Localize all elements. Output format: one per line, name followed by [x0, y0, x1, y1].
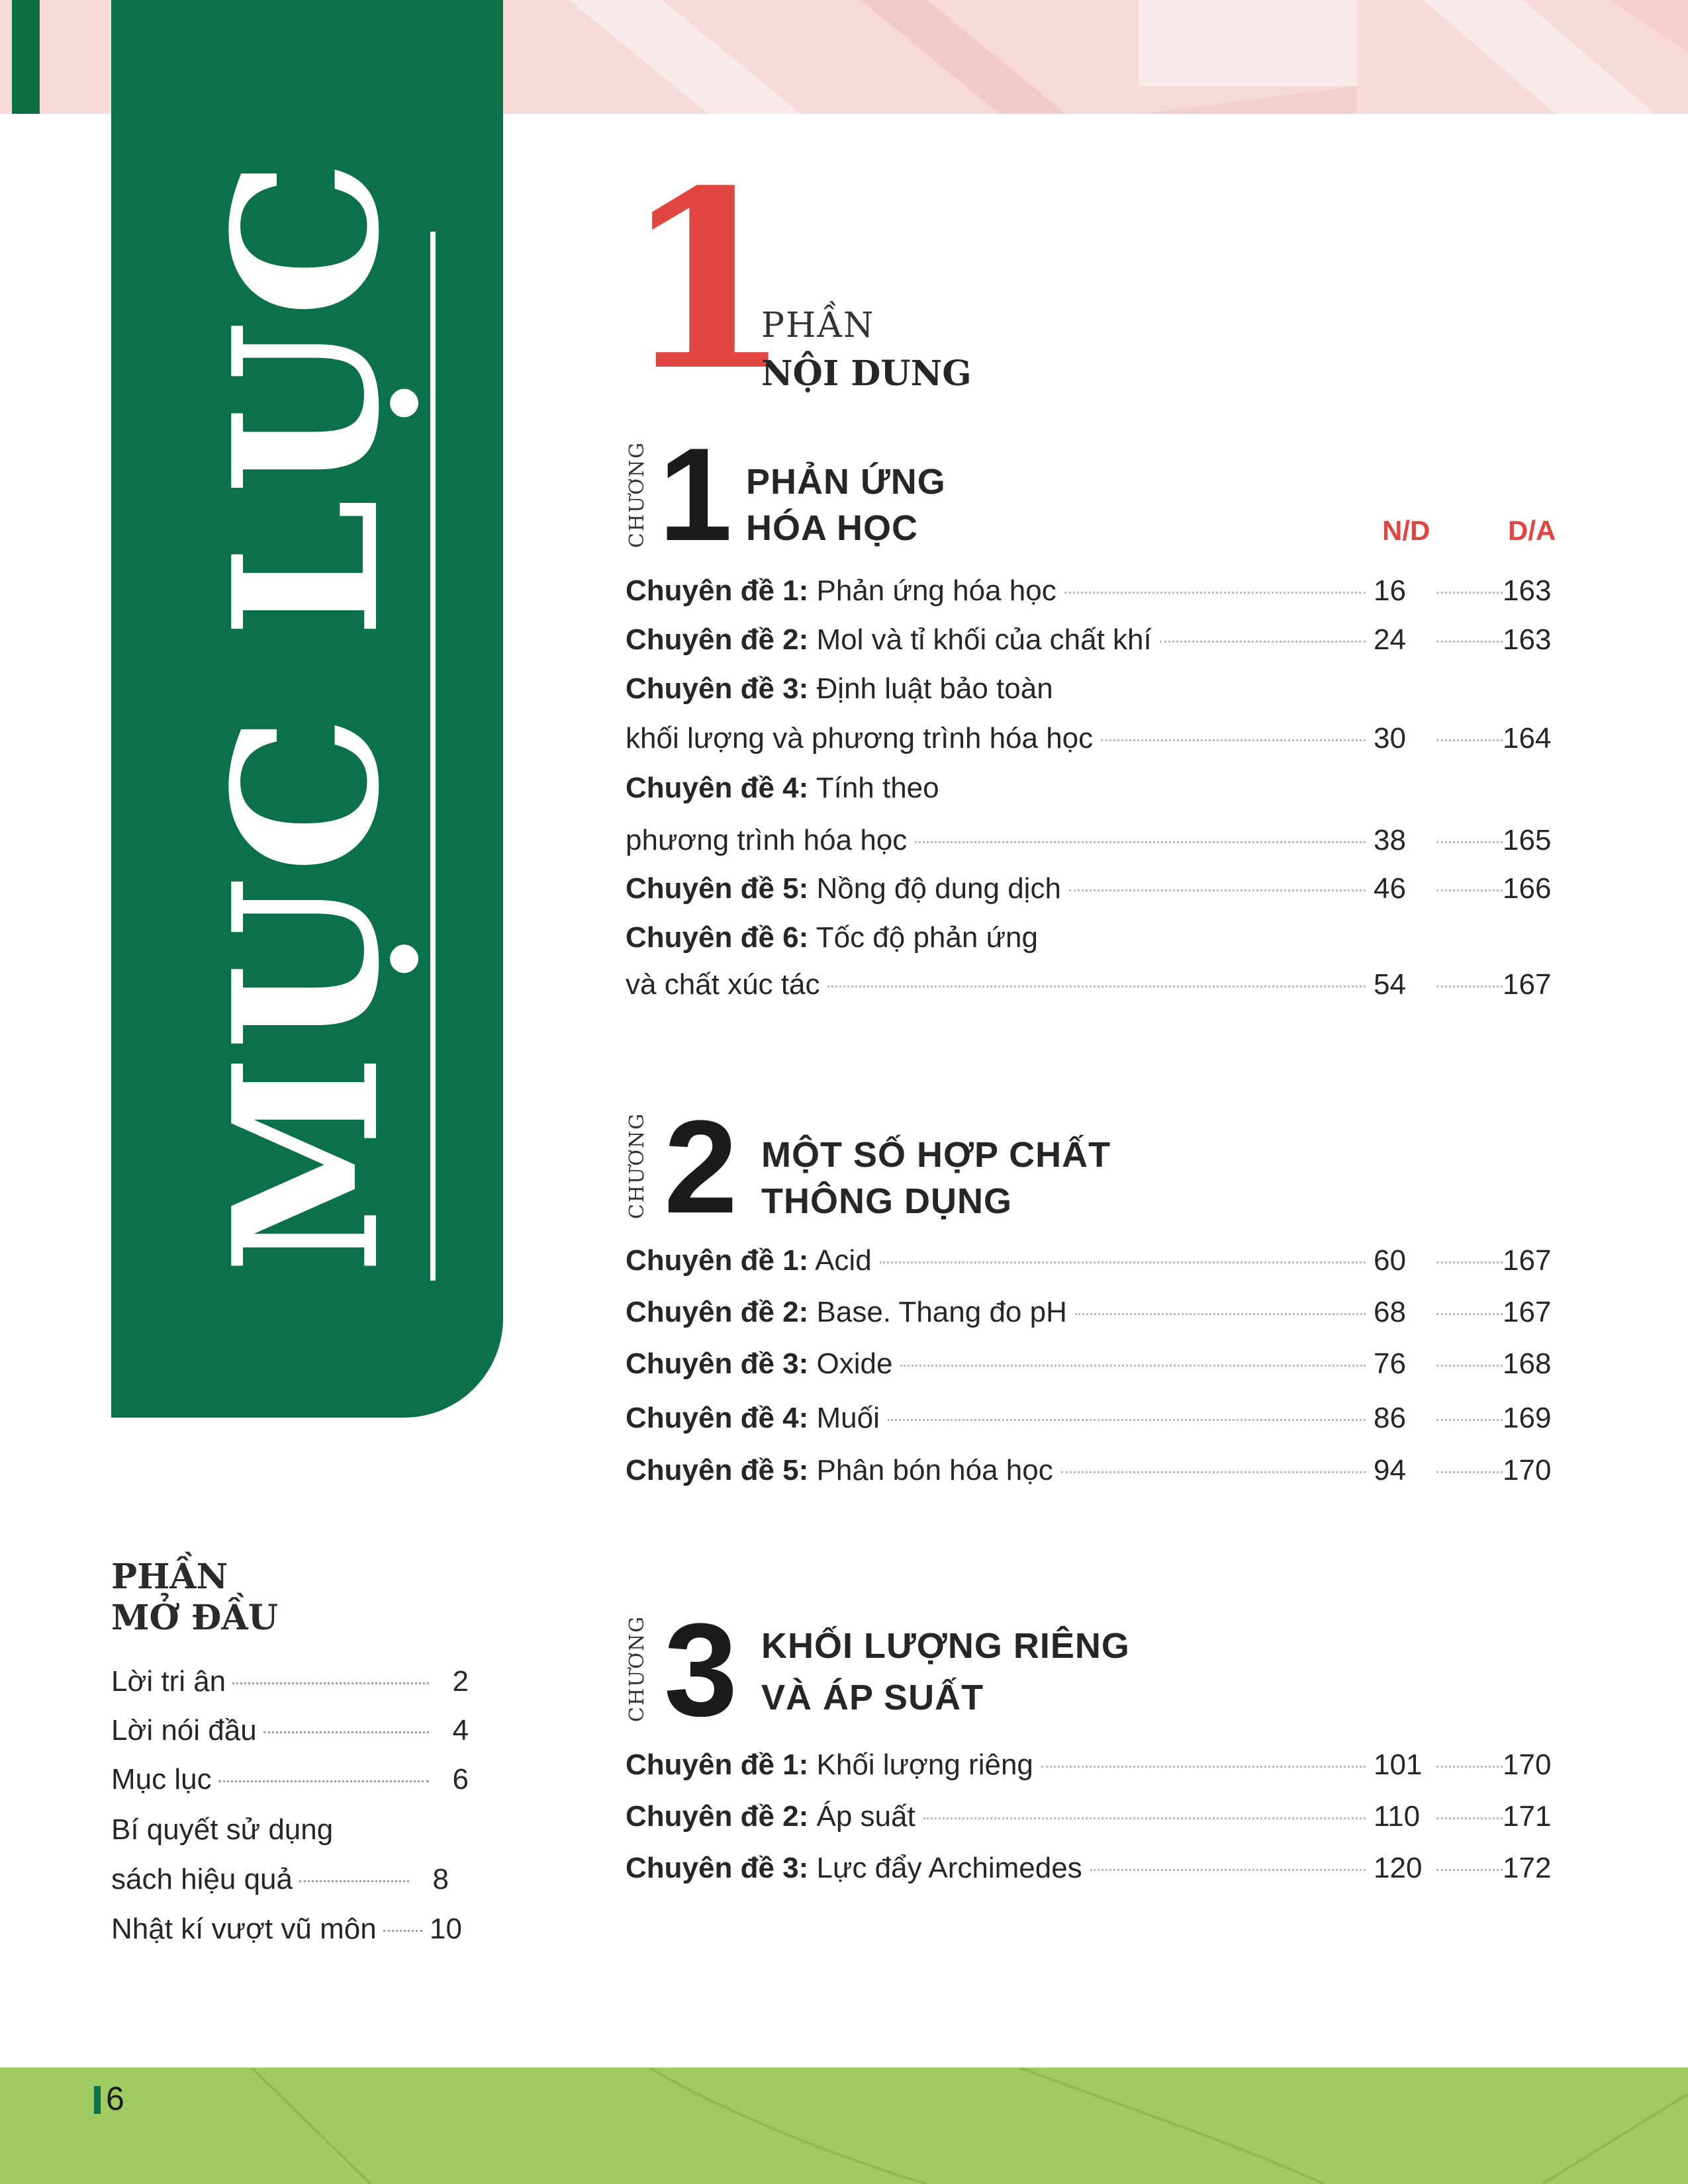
topic-page-nd: 54	[1374, 968, 1406, 1001]
topic-prefix: Chuyên đề 1:	[626, 1749, 809, 1781]
topic-name: Muối	[816, 1402, 880, 1434]
topic-page-nd: 38	[1374, 824, 1406, 856]
intro-item[interactable]	[111, 1863, 449, 1903]
topic-name: Phân bón hóa học	[816, 1454, 1053, 1486]
part-number: 1	[622, 138, 793, 425]
topic-prefix: Chuyên đề 3:	[626, 1347, 809, 1380]
dot-leader	[1101, 739, 1366, 741]
toc-row[interactable]	[626, 1800, 1556, 1841]
intro-item[interactable]	[111, 1714, 469, 1754]
chapter-title-line1: PHẢN ỨNG	[746, 462, 946, 502]
chapter-word: CHƯƠNG	[626, 1112, 649, 1219]
topic-page-da: 170	[1503, 1749, 1552, 1781]
band-pattern	[0, 2068, 1688, 2184]
topic-page-nd: 60	[1374, 1244, 1406, 1277]
topic-name: Khối lượng riêng	[816, 1749, 1033, 1781]
dot-leader	[1436, 1869, 1503, 1871]
chapter-word: CHƯƠNG	[626, 441, 649, 548]
topic-page-da: 167	[1503, 1296, 1552, 1328]
topic-label	[626, 1402, 880, 1435]
topic-prefix: Chuyên đề 4:	[626, 772, 809, 804]
topic-page-da: 170	[1503, 1454, 1552, 1486]
topic-name: khối lượng và phương trình hóa học	[626, 722, 1094, 754]
intro-heading-line2: MỞ ĐẦU	[111, 1598, 279, 1639]
dot-leader	[1069, 889, 1366, 891]
intro-item[interactable]	[111, 1763, 469, 1803]
dot-leader	[1436, 841, 1503, 843]
dot-leader	[1436, 1817, 1503, 1819]
dot-leader	[218, 1780, 429, 1782]
dot-leader	[1041, 1766, 1366, 1768]
dot-leader	[923, 1817, 1366, 1819]
topic-page-nd: 86	[1374, 1402, 1406, 1434]
topic-name: phương trình hóa học	[626, 824, 908, 856]
topic-name-line1: Định luật bảo toàn	[816, 672, 1053, 705]
topic-page-nd: 46	[1374, 872, 1406, 905]
dot-leader	[1436, 889, 1503, 891]
chapter-word: CHƯƠNG	[626, 1615, 649, 1722]
chapter-number: 3	[664, 1596, 738, 1744]
topic-label	[626, 872, 1061, 905]
dot-leader	[1436, 739, 1503, 741]
topic-page-da: 169	[1503, 1402, 1552, 1434]
dot-leader	[1436, 641, 1503, 643]
toc-row[interactable]	[626, 623, 1556, 664]
topic-page-da: 168	[1503, 1347, 1552, 1380]
dot-leader	[383, 1930, 422, 1932]
topic-prefix: Chuyên đề 2:	[626, 623, 809, 656]
topic-label	[626, 1852, 1082, 1885]
intro-item-page: 8	[432, 1863, 449, 1895]
dot-leader	[1436, 1365, 1503, 1367]
topic-page-nd: 30	[1374, 722, 1406, 754]
topic-label	[626, 1244, 872, 1277]
intro-item-label: Nhật kí vượt vũ môn	[111, 1913, 377, 1945]
toc-row[interactable]	[626, 722, 1556, 763]
intro-item-label: Lời tri ân	[111, 1665, 226, 1698]
chapter-title	[746, 459, 946, 551]
topic-page-da: 163	[1503, 623, 1552, 656]
dot-leader	[1436, 1766, 1503, 1768]
intro-item[interactable]	[111, 1913, 462, 1952]
topic-name: Phản ứng hóa học	[816, 574, 1056, 607]
dot-leader	[915, 841, 1366, 843]
dot-leader	[1436, 985, 1503, 987]
topic-label	[626, 1749, 1033, 1782]
topic-page-nd: 94	[1374, 1454, 1406, 1486]
dot-leader	[827, 985, 1366, 987]
dot-leader	[1160, 641, 1366, 643]
toc-row[interactable]	[626, 1347, 1556, 1388]
topic-label-line1	[626, 921, 1038, 954]
top-accent-bar	[12, 0, 40, 114]
part-title: NỘI DUNG	[761, 353, 972, 394]
topic-name: Nồng độ dung dịch	[816, 872, 1061, 905]
topic-page-nd: 24	[1374, 623, 1406, 656]
intro-item-label: Mục lục	[111, 1763, 212, 1796]
intro-item-page: 2	[452, 1665, 469, 1698]
topic-name: và chất xúc tác	[626, 968, 820, 1001]
dot-leader	[232, 1682, 429, 1684]
topic-prefix: Chuyên đề 1:	[626, 1244, 809, 1277]
topic-prefix: Chuyên đề 5:	[626, 872, 809, 905]
intro-heading	[111, 1557, 278, 1639]
intro-item-page: 10	[430, 1913, 462, 1945]
toc-row[interactable]	[626, 1296, 1556, 1337]
column-header-nd: N/D	[1382, 515, 1430, 546]
topic-page-nd: 68	[1374, 1296, 1406, 1328]
dot-leader	[880, 1261, 1366, 1263]
topic-name: Mol và tỉ khối của chất khí	[816, 623, 1152, 656]
topic-name-line1: Tính theo	[816, 772, 939, 804]
toc-row[interactable]	[626, 872, 1556, 913]
topic-page-da: 165	[1503, 824, 1552, 856]
topic-label	[626, 1296, 1067, 1329]
chapter-title-line2: THÔNG DỤNG	[761, 1181, 1012, 1221]
chapter-title-line2: HÓA HỌC	[746, 508, 918, 548]
intro-item-page: 4	[452, 1714, 469, 1747]
topic-page-da: 163	[1503, 574, 1552, 607]
chapter-number: 2	[664, 1093, 738, 1241]
topic-page-da: 164	[1503, 722, 1552, 754]
topic-page-nd: 101	[1374, 1749, 1423, 1781]
topic-page-da: 171	[1503, 1800, 1552, 1833]
topic-name: Áp suất	[816, 1800, 915, 1833]
chapter-title	[761, 1132, 1111, 1224]
topic-prefix: Chuyên đề 3:	[626, 672, 809, 705]
topic-name: Oxide	[816, 1347, 893, 1380]
toc-row[interactable]	[626, 824, 1556, 865]
dot-leader	[900, 1365, 1366, 1367]
page-number-bar	[94, 2086, 101, 2114]
topic-label-line1	[626, 772, 939, 805]
chapter-number: 1	[659, 421, 733, 569]
topic-prefix: Chuyên đề 4:	[626, 1402, 809, 1434]
topic-page-nd: 16	[1374, 574, 1406, 607]
page-number: 6	[106, 2080, 124, 2117]
dot-leader	[1075, 1313, 1366, 1315]
dot-leader	[1064, 592, 1366, 594]
toc-row[interactable]	[626, 1244, 1556, 1285]
intro-item-page: 6	[452, 1763, 469, 1796]
topic-label-line1	[626, 672, 1053, 705]
part-word: PHẦN	[761, 306, 875, 345]
topic-page-da: 172	[1503, 1852, 1552, 1884]
topic-label	[626, 1454, 1053, 1487]
chapter-title	[761, 1623, 1130, 1721]
topic-page-nd: 76	[1374, 1347, 1406, 1380]
page-title: MỤC LỤC	[189, 155, 423, 1275]
dot-leader	[1090, 1869, 1366, 1871]
intro-item[interactable]	[111, 1665, 469, 1705]
topic-prefix: Chuyên đề 6:	[626, 921, 809, 954]
topic-label	[626, 574, 1056, 608]
column-header-da: D/A	[1508, 515, 1556, 546]
topic-page-nd: 110	[1374, 1800, 1421, 1833]
toc-row[interactable]	[626, 1852, 1556, 1893]
dot-leader	[1436, 1471, 1503, 1473]
topic-page-da: 166	[1503, 872, 1552, 905]
topic-prefix: Chuyên đề 2:	[626, 1800, 809, 1833]
toc-row[interactable]	[626, 1402, 1556, 1443]
topic-page-nd: 120	[1374, 1852, 1423, 1884]
chapter-title-line1: MỘT SỐ HỢP CHẤT	[761, 1135, 1111, 1175]
topic-prefix: Chuyên đề 5:	[626, 1454, 809, 1486]
chapter-title-line1: KHỐI LƯỢNG RIÊNG	[761, 1626, 1130, 1666]
topic-name: Lực đẩy Archimedes	[816, 1852, 1082, 1884]
title-rule	[430, 232, 436, 1281]
toc-row[interactable]	[626, 1749, 1556, 1790]
topic-page-da: 167	[1503, 968, 1552, 1001]
topic-prefix: Chuyên đề 1:	[626, 574, 809, 607]
bottom-band	[0, 2068, 1688, 2184]
topic-prefix: Chuyên đề 3:	[626, 1852, 809, 1884]
topic-page-da: 167	[1503, 1244, 1552, 1277]
dot-leader	[888, 1419, 1366, 1421]
intro-item-label: sách hiệu quả	[111, 1863, 293, 1895]
chapter-title-line2: VÀ ÁP SUẤT	[761, 1678, 984, 1717]
toc-row[interactable]	[626, 1454, 1556, 1495]
dot-leader	[1436, 1419, 1503, 1421]
topic-label	[626, 1347, 892, 1381]
dot-leader	[1061, 1471, 1366, 1473]
intro-item-label: Lời nói đầu	[111, 1714, 257, 1747]
topic-label	[626, 1800, 915, 1833]
toc-row[interactable]	[626, 574, 1556, 615]
topic-name: Base. Thang đo pH	[816, 1296, 1067, 1328]
topic-label	[626, 623, 1152, 657]
topic-prefix: Chuyên đề 2:	[626, 1296, 809, 1328]
dot-leader	[1436, 1313, 1503, 1315]
dot-leader	[263, 1731, 429, 1733]
topic-name: Acid	[815, 1244, 872, 1277]
intro-item-label-line1: Bí quyết sử dụng	[111, 1813, 334, 1846]
toc-row[interactable]	[626, 968, 1556, 1009]
dot-leader	[299, 1880, 409, 1882]
intro-heading-line1: PHẦN	[111, 1557, 228, 1597]
dot-leader	[1436, 1261, 1503, 1263]
dot-leader	[1436, 592, 1503, 594]
topic-name-line1: Tốc độ phản ứng	[816, 921, 1038, 954]
